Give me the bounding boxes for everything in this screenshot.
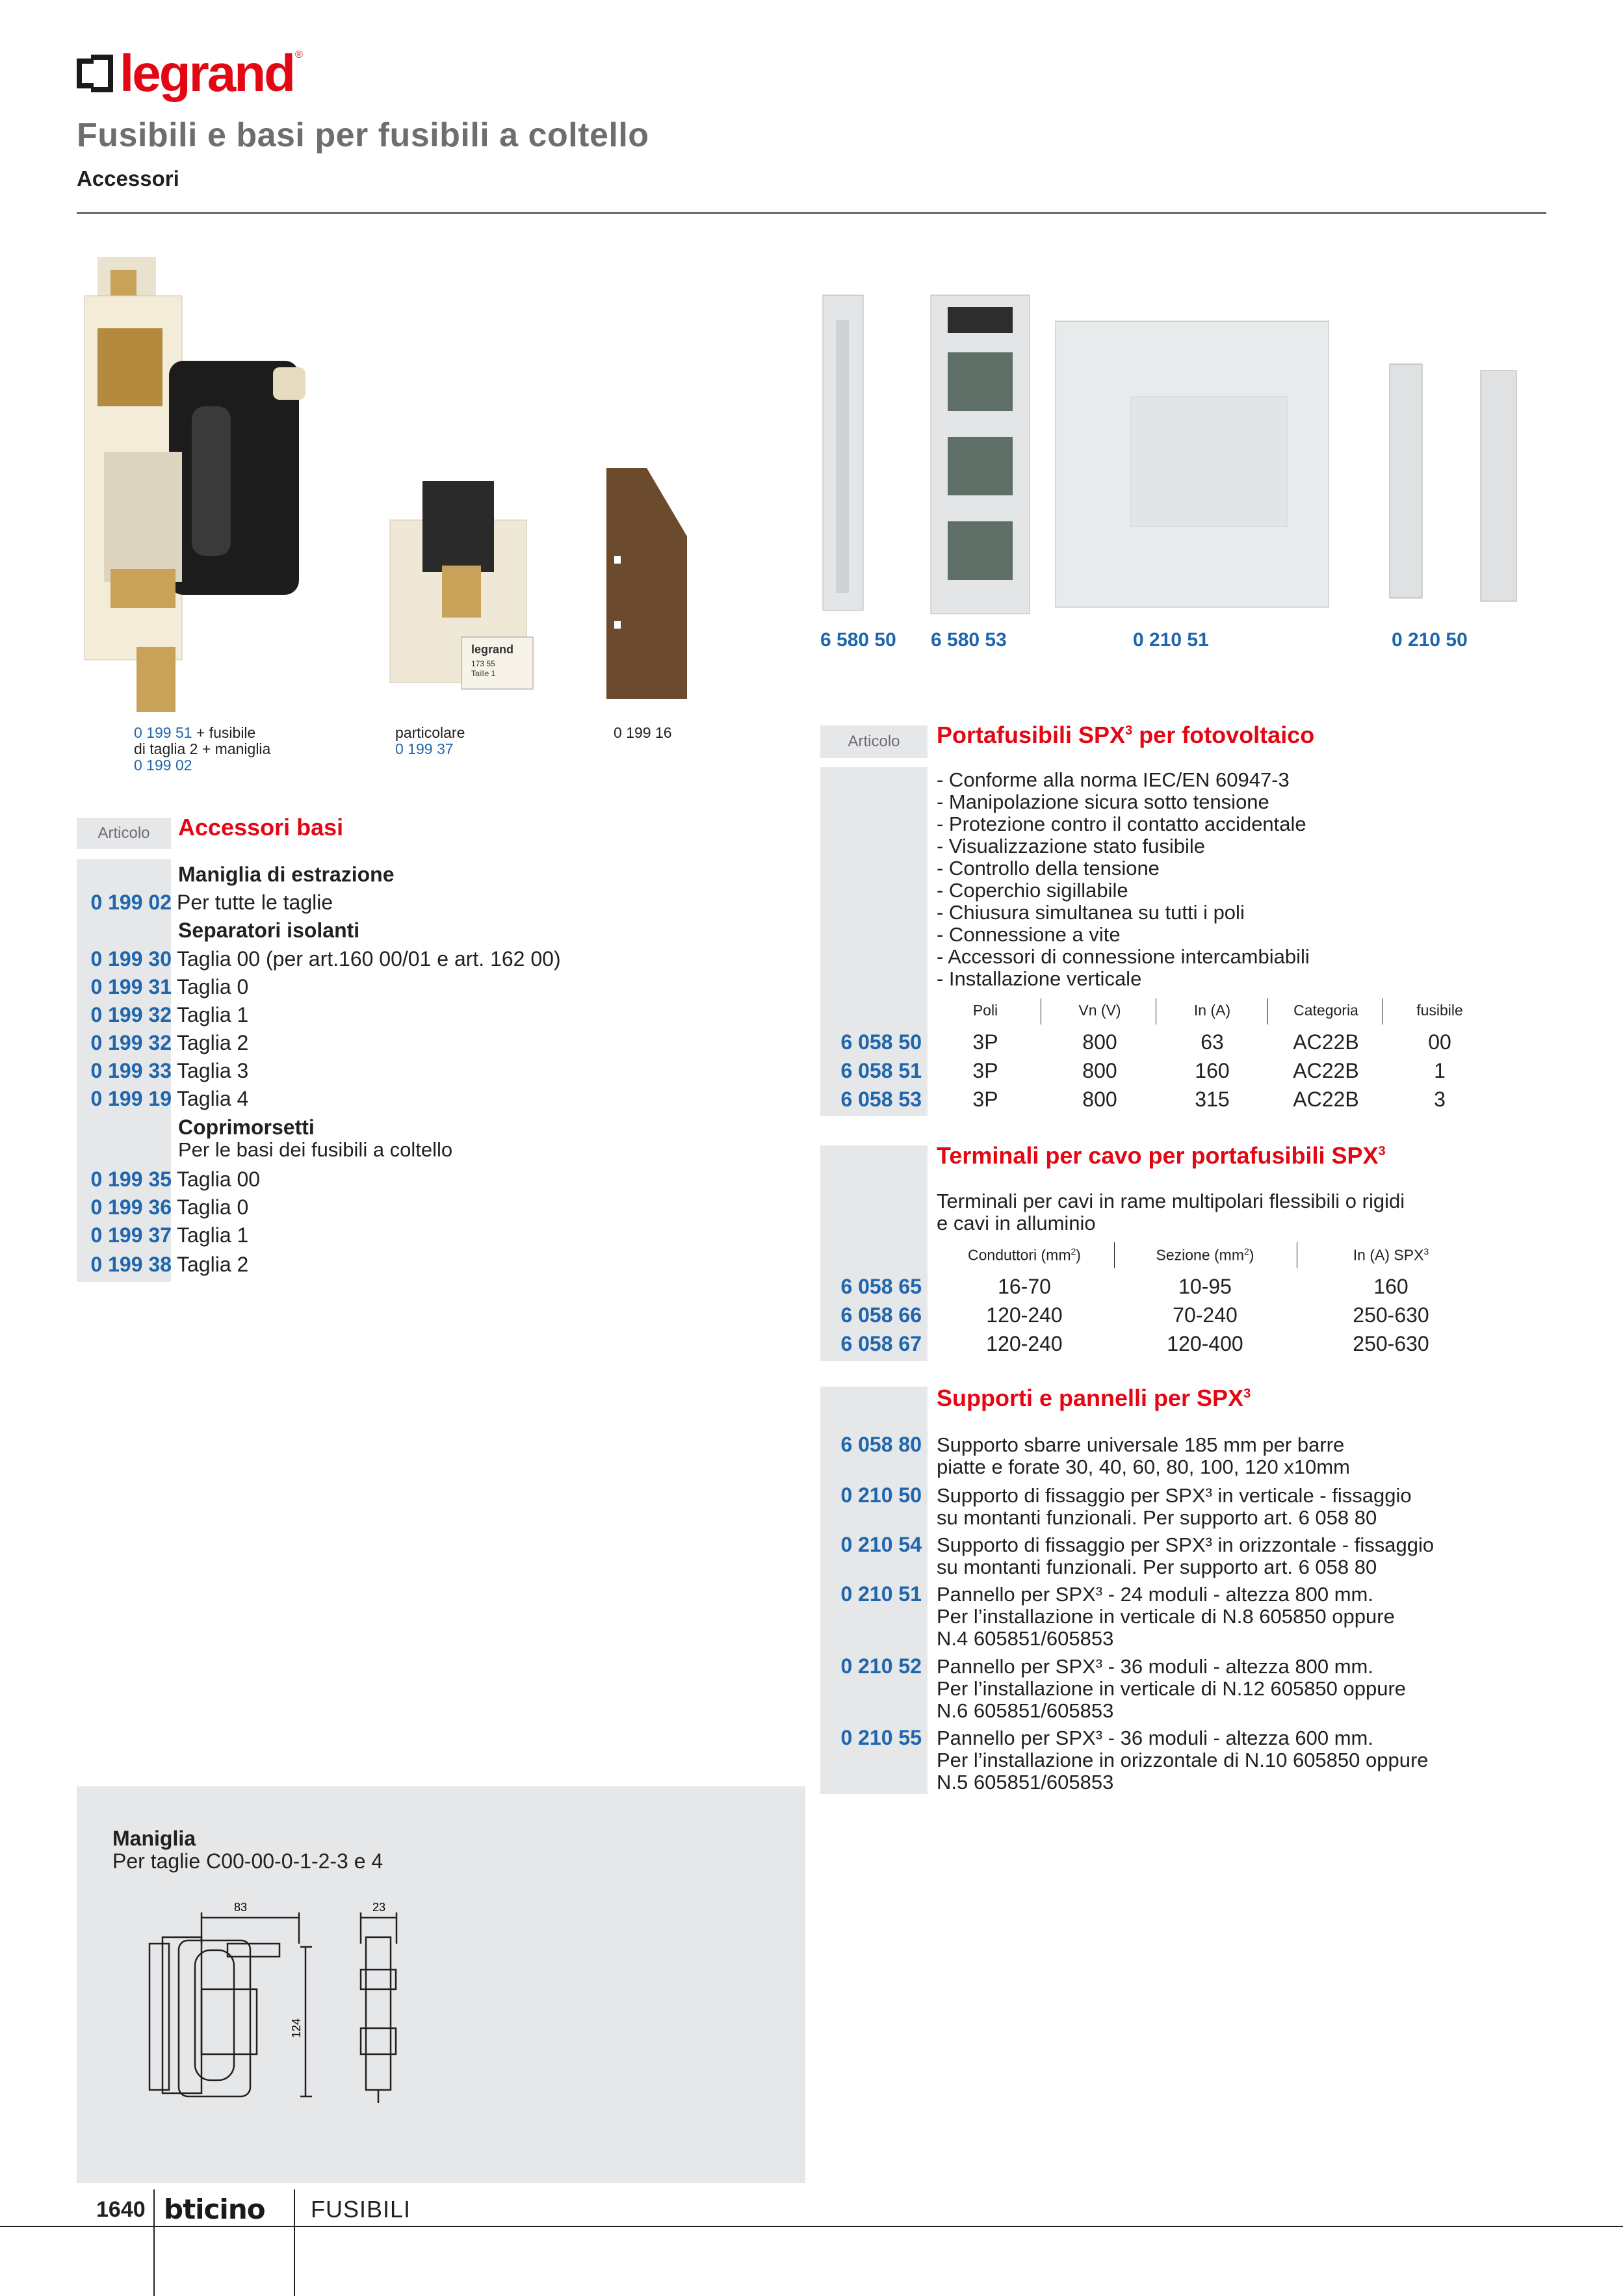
caption-3-code: 0 199 16 <box>614 724 672 741</box>
description-line: Supporto sbarre universale 185 mm per barre <box>937 1433 1345 1456</box>
table-cell: 800 <box>1082 1088 1117 1111</box>
description-line: su montanti funzionali. Per supporto art. 6 058 80 <box>937 1556 1377 1578</box>
row-code: 6 058 65 <box>840 1275 922 1298</box>
left-section-title: Accessori basi <box>178 814 344 841</box>
description-line: piatte e forate 30, 40, 60, 80, 100, 120 x10mm <box>937 1455 1350 1478</box>
sec2-description-1: Terminali per cavi in rame multipolari flessibili o rigidi <box>937 1190 1405 1212</box>
section-title-terminals <box>937 1142 1386 1169</box>
row-text: Taglia 1 <box>177 1003 249 1026</box>
caption-2-text: particolare <box>395 724 465 741</box>
description-line: Supporto di fissaggio per SPX³ in orizzontale - fissaggio <box>937 1533 1435 1556</box>
item-description <box>937 1727 1429 1794</box>
sec1-header-voltage: Vn (V) <box>1078 1002 1121 1019</box>
row-text: Taglia 00 <box>177 1168 261 1191</box>
row-text: Per tutte le taglie <box>177 891 333 914</box>
drawing-subtitle: Per taglie C00-00-0-1-2-3 e 4 <box>112 1849 383 1873</box>
page-subtitle: Accessori <box>77 166 179 190</box>
table-cell: 120-240 <box>986 1303 1063 1327</box>
table-cell: 160 <box>1195 1059 1230 1082</box>
row-code: 0 199 38 <box>90 1253 172 1276</box>
table-cell: AC22B <box>1293 1059 1359 1082</box>
dimension-width: 83 <box>233 1901 248 1914</box>
item-description <box>937 1656 1406 1722</box>
table-cell: 1 <box>1434 1059 1446 1082</box>
table-cell: 800 <box>1082 1030 1117 1054</box>
row-code: 6 058 67 <box>840 1332 922 1355</box>
caption-photo-1 <box>134 725 270 774</box>
description-line: N.4 605851/605853 <box>937 1627 1114 1650</box>
description-line: N.6 605851/605853 <box>937 1699 1114 1722</box>
sec1-title-sup: 3 <box>1125 724 1133 738</box>
registered-mark: ® <box>294 49 303 60</box>
description-line: Pannello per SPX³ - 36 moduli - altezza 800 mm. <box>937 1655 1373 1678</box>
row-code: 6 058 80 <box>840 1433 922 1456</box>
description-line: Pannello per SPX³ - 36 moduli - altezza 600 mm. <box>937 1727 1373 1749</box>
h2-tail: ) <box>1249 1246 1254 1264</box>
sec1-title-text: Portafusibili SPX <box>937 722 1126 748</box>
caption-2-code: 0 199 37 <box>395 740 454 757</box>
sec1-header-poles: Poli <box>972 1002 998 1019</box>
table-cell: 16-70 <box>998 1275 1051 1298</box>
photo-code-label-3: 0 210 51 <box>1133 629 1209 651</box>
table-cell: 250-630 <box>1353 1332 1429 1355</box>
h1-tail: ) <box>1076 1246 1081 1264</box>
sec1-title-tail: per fotovoltaico <box>1132 722 1315 748</box>
drawing-title: Maniglia <box>112 1827 196 1850</box>
sec2-header-section <box>1117 1246 1293 1264</box>
feature-item: - Accessori di connessione intercambiabili <box>937 945 1310 968</box>
photo-separator-detail <box>383 481 539 696</box>
row-code: 0 210 54 <box>840 1533 922 1556</box>
sec1-header-fuse: fusibile <box>1416 1002 1463 1019</box>
feature-item: - Conforme alla norma IEC/EN 60947-3 <box>937 768 1290 791</box>
item-description <box>937 1534 1434 1578</box>
row-code: 6 058 51 <box>840 1059 922 1082</box>
photo-separator-plate <box>601 465 692 702</box>
dimension-depth: 23 <box>372 1901 386 1914</box>
column-divider <box>1114 1242 1115 1268</box>
h3-sup: 3 <box>1423 1246 1429 1257</box>
row-text: Taglia 00 (per art.160 00/01 e art. 162 00) <box>177 947 561 971</box>
group-note-covers: Per le basi dei fusibili a coltello <box>178 1138 453 1161</box>
brand-logo <box>77 46 303 101</box>
sec2-description-2: e cavi in alluminio <box>937 1212 1096 1234</box>
table-cell: 160 <box>1373 1275 1409 1298</box>
table-cell: 3P <box>972 1088 998 1111</box>
table-cell: 3P <box>972 1059 998 1082</box>
feature-item: - Manipolazione sicura sotto tensione <box>937 790 1269 813</box>
table-cell: 10-95 <box>1178 1275 1232 1298</box>
group-title-handle: Maniglia di estrazione <box>178 863 395 886</box>
h1-text: Conduttori (mm <box>968 1246 1071 1264</box>
row-text: Taglia 3 <box>177 1059 249 1082</box>
table-cell: 315 <box>1195 1088 1230 1111</box>
row-code: 0 210 52 <box>840 1654 922 1678</box>
row-code: 0 199 31 <box>90 975 172 998</box>
sec1-header-category: Categoria <box>1293 1002 1358 1019</box>
feature-item: - Connessione a vite <box>937 923 1121 946</box>
legrand-mark-icon <box>77 55 114 92</box>
description-line: Supporto di fissaggio per SPX³ in verticale - fissaggio <box>937 1484 1412 1507</box>
caption-photo-2 <box>395 725 465 757</box>
table-cell: AC22B <box>1293 1030 1359 1054</box>
row-text: Taglia 1 <box>177 1223 249 1247</box>
table-cell: 70-240 <box>1173 1303 1238 1327</box>
table-cell: 120-400 <box>1167 1332 1243 1355</box>
item-description <box>937 1434 1350 1478</box>
row-code: 0 199 32 <box>90 1031 172 1054</box>
sec3-title-sup: 3 <box>1243 1387 1251 1401</box>
dimension-height: 124 <box>290 2018 303 2039</box>
feature-item: - Visualizzazione stato fusibile <box>937 835 1205 857</box>
table-cell: 3 <box>1434 1088 1446 1111</box>
photo-label-code: 173 55 <box>471 659 495 668</box>
feature-item: - Protezione contro il contatto accidentale <box>937 813 1306 835</box>
photo-label-size: Taille 1 <box>471 669 496 678</box>
row-code: 0 210 51 <box>840 1582 922 1606</box>
row-code: 0 199 33 <box>90 1059 172 1082</box>
caption-1-code-1: 0 199 51 <box>134 724 192 741</box>
sec2-header-conductors <box>937 1246 1112 1264</box>
handle-side-drawing <box>348 1898 406 2106</box>
sec3-title-text: Supporti e pannelli per SPX <box>937 1385 1244 1411</box>
row-code: 0 210 55 <box>840 1726 922 1749</box>
row-text: Taglia 4 <box>177 1087 249 1110</box>
table-cell: 120-240 <box>986 1332 1063 1355</box>
page-title: Fusibili e basi per fusibili a coltello <box>77 116 649 154</box>
footer-vline-1 <box>153 2189 155 2296</box>
feature-item: - Coperchio sigillabile <box>937 879 1128 902</box>
row-code: 0 199 30 <box>90 947 172 971</box>
group-title-separators: Separatori isolanti <box>178 919 360 942</box>
footer-vline-2 <box>294 2189 295 2296</box>
footer-section: FUSIBILI <box>311 2196 411 2223</box>
header-divider <box>77 212 1546 214</box>
row-code: 6 058 53 <box>840 1088 922 1111</box>
page-number: 1640 <box>96 2197 146 2222</box>
h3-text: In (A) SPX <box>1353 1246 1424 1264</box>
row-code: 0 199 37 <box>90 1223 172 1247</box>
table-cell: 00 <box>1428 1030 1451 1054</box>
group-title-covers: Coprimorsetti <box>178 1115 315 1139</box>
photo-support-0-210-50 <box>1383 358 1539 605</box>
sec2-title-sup: 3 <box>1378 1144 1386 1158</box>
table-cell: 800 <box>1082 1059 1117 1082</box>
h2-sup: 2 <box>1244 1246 1249 1257</box>
sec1-header-current: In (A) <box>1193 1002 1231 1019</box>
right-article-header: Articolo <box>820 725 928 758</box>
brand-name: legrand <box>120 44 294 102</box>
caption-1-code-2: 0 199 02 <box>134 757 192 774</box>
description-line: su montanti funzionali. Per supporto art. 6 058 80 <box>937 1506 1377 1529</box>
row-code: 0 199 36 <box>90 1195 172 1219</box>
sec2-title-text: Terminali per cavo per portafusibili SPX <box>937 1142 1379 1169</box>
row-code: 0 199 02 <box>90 891 172 914</box>
row-code: 6 058 66 <box>840 1303 922 1327</box>
row-code: 0 199 19 <box>90 1087 172 1110</box>
feature-item: - Controllo della tensione <box>937 857 1160 880</box>
left-article-header: Articolo <box>77 818 171 849</box>
caption-photo-3 <box>614 725 672 741</box>
section-title-supports <box>937 1385 1251 1412</box>
photo-label-brand: legrand <box>471 643 514 656</box>
photo-code-label-1: 6 580 50 <box>820 629 896 651</box>
row-text: Taglia 0 <box>177 1195 249 1219</box>
row-code: 0 210 50 <box>840 1483 922 1507</box>
row-text: Taglia 0 <box>177 975 249 998</box>
sec2-header-current <box>1300 1246 1482 1264</box>
section-title-fuse-holders <box>937 722 1314 749</box>
column-divider <box>1267 998 1268 1024</box>
description-line: Per l’installazione in verticale di N.8 605850 oppure <box>937 1605 1395 1628</box>
row-code: 6 058 50 <box>840 1030 922 1054</box>
table-cell: 63 <box>1201 1030 1224 1054</box>
h2-text: Sezione (mm <box>1156 1246 1244 1264</box>
table-cell: 3P <box>972 1030 998 1054</box>
description-line: Pannello per SPX³ - 24 moduli - altezza 800 mm. <box>937 1583 1373 1606</box>
item-description <box>937 1485 1412 1529</box>
feature-item: - Chiusura simultanea su tutti i poli <box>937 901 1245 924</box>
footer-divider <box>0 2226 1623 2227</box>
caption-1-text-2: di taglia 2 + maniglia <box>134 740 271 757</box>
table-cell: AC22B <box>1293 1088 1359 1111</box>
row-text: Taglia 2 <box>177 1253 249 1276</box>
h1-sup: 2 <box>1071 1246 1076 1257</box>
sec2-code-column <box>820 1145 928 1361</box>
description-line: Per l’installazione in verticale di N.12 605850 oppure <box>937 1677 1407 1700</box>
photo-code-label-4: 0 210 50 <box>1392 629 1468 651</box>
row-code: 0 199 35 <box>90 1168 172 1191</box>
photo-code-label-2: 6 580 53 <box>931 629 1007 651</box>
photo-spx-6-580-53 <box>928 294 1032 616</box>
description-line: Per l’installazione in orizzontale di N.10 605850 oppure <box>937 1749 1429 1771</box>
table-cell: 250-630 <box>1353 1303 1429 1327</box>
feature-item: - Installazione verticale <box>937 967 1142 990</box>
row-code: 0 199 32 <box>90 1003 172 1026</box>
caption-1-text-1: + fusibile <box>192 724 256 741</box>
sec1-feature-list <box>937 769 1310 990</box>
footer-brand: bticino <box>164 2193 265 2225</box>
row-text: Taglia 2 <box>177 1031 249 1054</box>
photo-panel-0-210-51 <box>1053 319 1332 611</box>
item-description <box>937 1584 1395 1650</box>
photo-fuse-base-with-handle <box>71 257 344 731</box>
photo-spx-6-580-50 <box>820 294 866 612</box>
description-line: N.5 605851/605853 <box>937 1771 1114 1794</box>
